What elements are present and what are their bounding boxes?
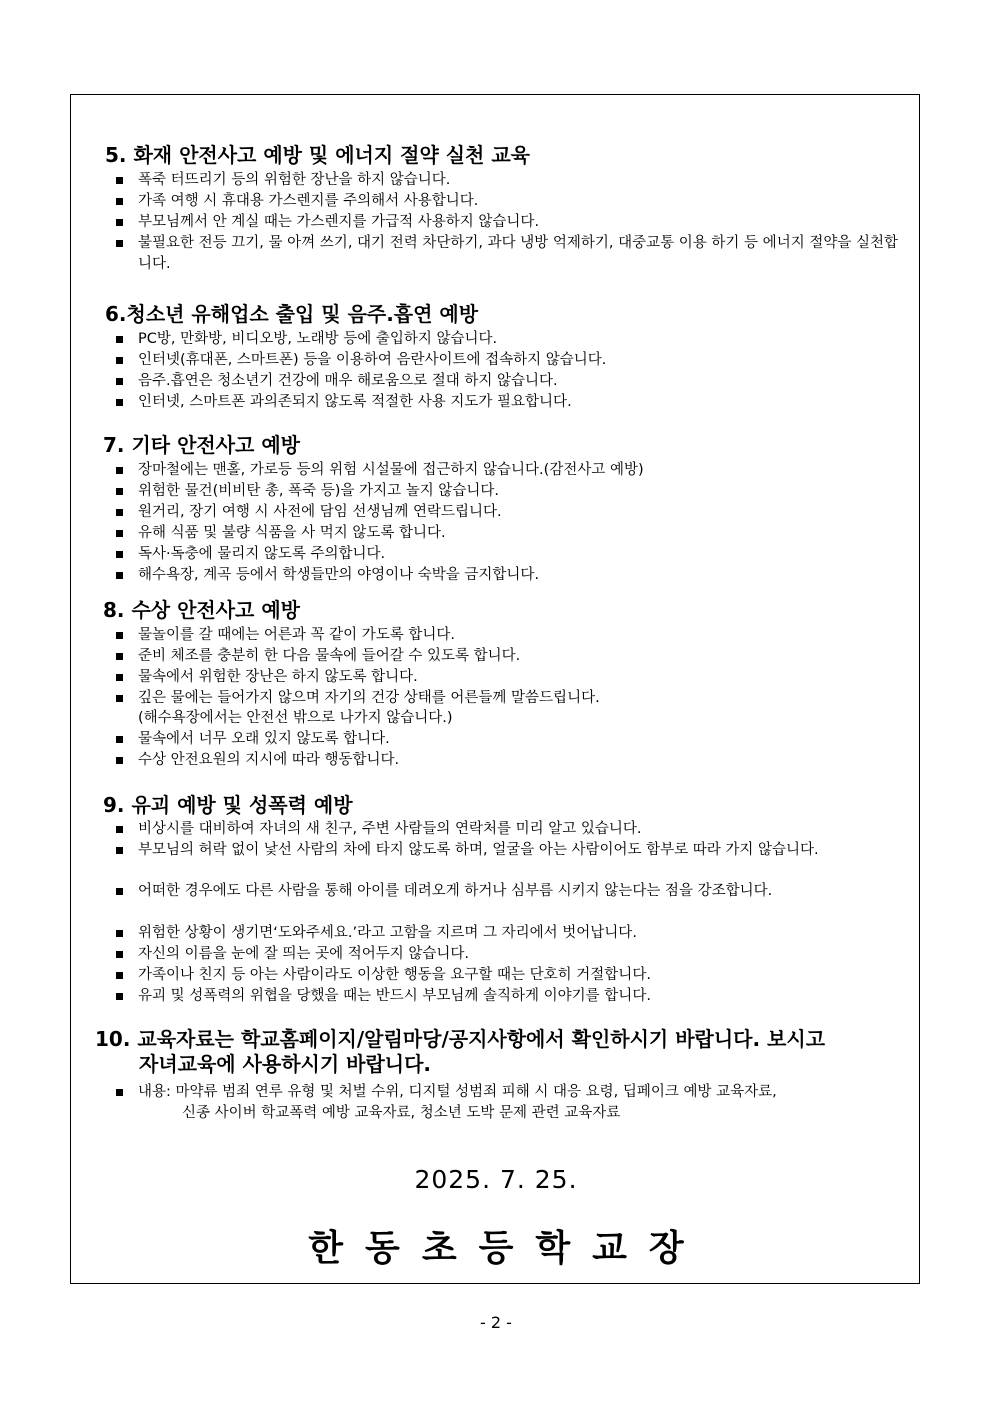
section-6-title: 6.청소년 유해업소 출입 및 음주.흡연 예방 <box>105 302 479 326</box>
square-bullet-icon <box>116 930 123 937</box>
document-date: 2025. 7. 25. <box>414 1165 578 1194</box>
square-bullet-icon <box>116 198 123 205</box>
square-bullet-icon <box>116 488 123 495</box>
list-item: 준비 체조를 충분히 한 다음 물속에 들어갈 수 있도록 합니다. <box>116 646 898 667</box>
list-item: 인터넷(휴대폰, 스마트폰) 등을 이용하여 음란사이트에 접속하지 않습니다. <box>116 350 898 371</box>
section-9-title: 9. 유괴 예방 및 성폭력 예방 <box>103 793 353 817</box>
list-item: 음주.흡연은 청소년기 건강에 매우 해로움으로 절대 하지 않습니다. <box>116 371 898 392</box>
list-item: 장마철에는 맨홀, 가로등 등의 위험 시설물에 접근하지 않습니다.(감전사고 예방) <box>116 460 898 481</box>
list-item: 물속에서 위험한 장난은 하지 않도록 합니다. <box>116 667 898 688</box>
list-item: 불필요한 전등 끄기, 물 아껴 쓰기, 대기 전력 차단하기, 과다 냉방 억제하기, 대중교통 이용 하기 등 에너지 절약을 실천합니다. <box>116 233 898 274</box>
square-bullet-icon <box>116 993 123 1000</box>
list-item: 어떠한 경우에도 다른 사람을 통해 아이를 데려오게 하거나 심부름 시키지 않는다는 점을 강조합니다. <box>116 881 898 902</box>
list-item: 자신의 이름을 눈에 잘 띄는 곳에 적어두지 않습니다. <box>116 944 898 965</box>
square-bullet-icon <box>116 736 123 743</box>
list-item: 해수욕장, 계곡 등에서 학생들만의 야영이나 숙박을 금지합니다. <box>116 565 898 586</box>
list-item: 독사·독충에 물리지 않도록 주의합니다. <box>116 544 898 565</box>
square-bullet-icon <box>116 509 123 516</box>
list-item: 위험한 상황이 생기면‘도와주세요.’라고 고함을 지르며 그 자리에서 벗어납니다. <box>116 923 898 944</box>
list-item: 위험한 물건(비비탄 총, 폭죽 등)을 가지고 놀지 않습니다. <box>116 481 898 502</box>
square-bullet-icon <box>116 951 123 958</box>
section-10-title-line1: 10. 교육자료는 학교홈페이지/알림마당/공지사항에서 확인하시기 바랍니다. 보시고 <box>95 1027 826 1051</box>
principal-signature: 한동초등학교장 <box>308 1228 706 1269</box>
square-bullet-icon <box>116 177 123 184</box>
square-bullet-icon <box>116 674 123 681</box>
square-bullet-icon <box>116 826 123 833</box>
list-item: 부모님께서 안 계실 때는 가스렌지를 가급적 사용하지 않습니다. <box>116 212 898 233</box>
square-bullet-icon <box>116 467 123 474</box>
square-bullet-icon <box>116 399 123 406</box>
square-bullet-icon <box>116 530 123 537</box>
list-item: 원거리, 장기 여행 시 사전에 담임 선생님께 연락드립니다. <box>116 502 898 523</box>
page-number: - 2 - <box>480 1313 512 1332</box>
list-item: 유해 식품 및 불량 식품을 사 먹지 않도록 합니다. <box>116 523 898 544</box>
list-item: 부모님의 허락 없이 낯선 사람의 차에 타지 않도록 하며, 얼굴을 아는 사람이어도 함부로 따라 가지 않습니다. <box>116 840 898 861</box>
square-bullet-icon <box>116 378 123 385</box>
square-bullet-icon <box>116 632 123 639</box>
section-10-title-line2: 자녀교육에 사용하시기 바랍니다. <box>139 1052 432 1076</box>
list-item: 가족이나 친지 등 아는 사람이라도 이상한 행동을 요구할 때는 단호히 거절합니다. <box>116 965 898 986</box>
section-10-title <box>95 1027 901 1077</box>
square-bullet-icon <box>116 357 123 364</box>
list-item: 비상시를 대비하여 자녀의 새 친구, 주변 사람들의 연락처를 미리 알고 있습니다. <box>116 819 898 840</box>
section-5-title: 5. 화재 안전사고 예방 및 에너지 절약 실천 교육 <box>105 143 530 167</box>
square-bullet-icon <box>116 757 123 764</box>
square-bullet-icon <box>116 572 123 579</box>
section-7-title: 7. 기타 안전사고 예방 <box>103 433 300 457</box>
square-bullet-icon <box>116 240 123 247</box>
section-8-title: 8. 수상 안전사고 예방 <box>103 598 300 622</box>
square-bullet-icon <box>116 1089 123 1096</box>
square-bullet-icon <box>116 653 123 660</box>
list-item: 물속에서 너무 오래 있지 않도록 합니다. <box>116 729 898 750</box>
square-bullet-icon <box>116 972 123 979</box>
square-bullet-icon <box>116 847 123 854</box>
list-item: 폭죽 터뜨리기 등의 위험한 장난을 하지 않습니다. <box>116 170 898 191</box>
square-bullet-icon <box>116 219 123 226</box>
list-item: 가족 여행 시 휴대용 가스렌지를 주의해서 사용합니다. <box>116 191 898 212</box>
list-item: 수상 안전요원의 지시에 따라 행동합니다. <box>116 750 898 771</box>
square-bullet-icon <box>116 695 123 702</box>
list-item: 깊은 물에는 들어가지 않으며 자기의 건강 상태를 어른들께 말씀드립니다. <box>116 688 898 709</box>
square-bullet-icon <box>116 336 123 343</box>
list-item: 물놀이를 갈 때에는 어른과 꼭 같이 가도록 합니다. <box>116 625 898 646</box>
list-item: PC방, 만화방, 비디오방, 노래방 등에 출입하지 않습니다. <box>116 329 898 350</box>
list-item: 유괴 및 성폭력의 위협을 당했을 때는 반드시 부모님께 솔직하게 이야기를 합니다. <box>116 986 898 1007</box>
square-bullet-icon <box>116 551 123 558</box>
list-item: 내용: 마약류 범죄 연루 유형 및 처벌 수위, 디지털 성범죄 피해 시 대응 요령, 딥페이크 예방 교육자료, <box>116 1082 898 1103</box>
list-item: 인터넷, 스마트폰 과의존되지 않도록 적절한 사용 지도가 필요합니다. <box>116 392 898 413</box>
list-item-continuation: (해수욕장에서는 안전선 밖으로 나가지 않습니다.) <box>138 710 453 726</box>
square-bullet-icon <box>116 888 123 895</box>
list-item-continuation: 신종 사이버 학교폭력 예방 교육자료, 청소년 도박 문제 관련 교육자료 <box>182 1105 621 1121</box>
